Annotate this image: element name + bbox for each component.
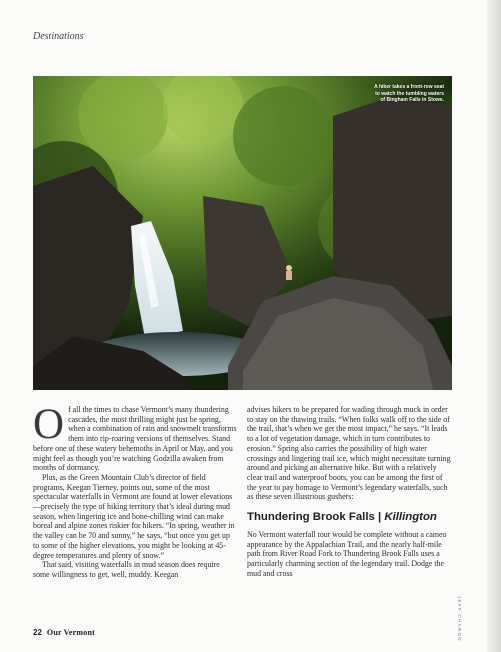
drop-cap: O bbox=[33, 401, 65, 448]
article-column-right bbox=[247, 405, 452, 579]
body-paragraph: advises hikers to be prepared for wading through muck in order to stay on the thawing trails. “When folks walk off to the side of the trail, that’s when we get the most impact,” he says. “It leads to a lot of vegetation damage, which in turn contributes to erosion.” Spring also carries the possibility of high water crossings and lingering trail ice, which might necessitate turning around and picking an alternative hike. But with a relatively clear trail and waterproof boots, you can be among the first of the year to pay homage to Vermont’s legendary waterfalls, such as these seven illustrious gushers: bbox=[247, 405, 451, 502]
subhead-place: Killington bbox=[384, 511, 437, 524]
body-paragraph: No Vermont waterfall tour would be complete without a cameo appearance by the Appalachian Trail, and the nearly half-mile path from River Road Fork to Thundering Brook Falls uses a particularly charming section of the legendary trail. Dodge the mud and cross bbox=[247, 530, 447, 578]
page-number: 22 bbox=[33, 628, 42, 637]
waterfall-photo bbox=[33, 76, 452, 390]
subhead-separator: | bbox=[374, 511, 385, 524]
section-subhead bbox=[247, 511, 452, 524]
magazine-name: Our Vermont bbox=[46, 628, 95, 637]
photo-credit: JEFF CHARON bbox=[457, 596, 462, 642]
subhead-name: Thundering Brook Falls bbox=[247, 511, 375, 524]
page-footer bbox=[33, 628, 95, 637]
intro-text: f all the times to chase Vermont’s many thundering cascades, the most thrilling might just be spring, when a combination of rain and snowmelt transforms them into rip-roaring versions of themselves. Stand before one of these watery behemoths in April or May, and you might feel as though you’re watching Godzilla awaken from months of dormancy. bbox=[33, 405, 237, 473]
body-paragraph: That said, visiting waterfalls in mud season does require some willingness to get, well, muddy. Keegan bbox=[33, 560, 220, 579]
page-gutter-shadow bbox=[487, 0, 501, 652]
intro-paragraph bbox=[33, 401, 238, 473]
section-label: Destinations bbox=[33, 31, 84, 42]
photo-caption: A hiker takes a front-row seat to watch the tumbling waters of Bingham Falls in Stowe. bbox=[374, 84, 444, 104]
body-paragraph: Plus, as the Green Mountain Club’s director of field programs, Keegan Tierney, points out, some of the most spectacular waterfalls in Vermont are found at lower elevations—precisely the type of hiking territory that’s ideal during mud season, when lingering ice and bone-chilling wind can make boreal and alpine zones riskier for hikers. “In spring, weather in the valley can be 70 and sunny,” he says, “but once you get up to some of the higher elevations, you might be looking at 45-degree temperatures and plenty of snow.” bbox=[33, 472, 235, 560]
waterfall-illustration bbox=[33, 76, 452, 390]
article-column-left bbox=[33, 401, 238, 580]
